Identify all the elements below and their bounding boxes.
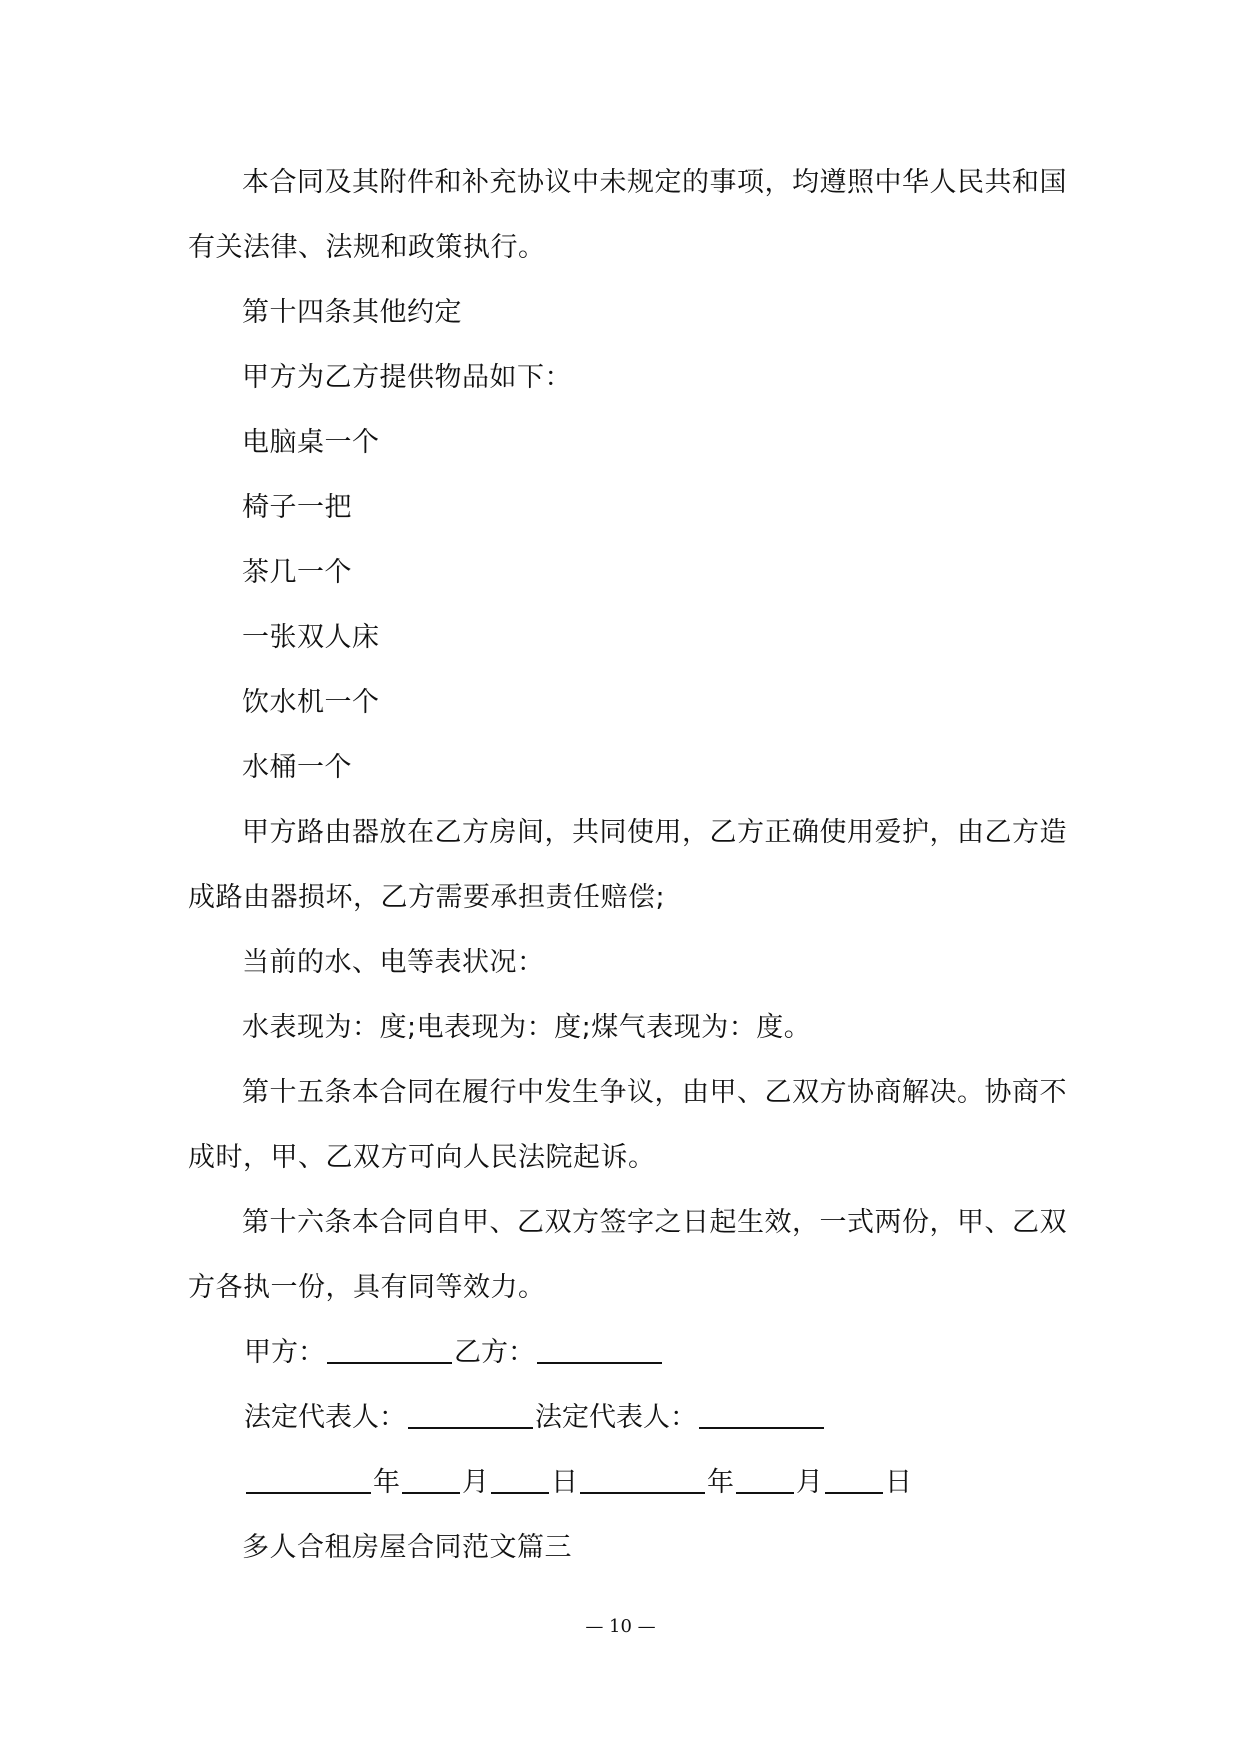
list-item-water-bucket: 水桶一个 xyxy=(242,752,352,783)
paragraph-meter-status: 当前的水、电等表状况： xyxy=(242,947,545,978)
party-b-blank xyxy=(537,1335,662,1364)
paragraph-legal-reference: 本合同及其附件和补充协议中未规定的事项，均遵照中华人民共和国有关法律、法规和政策执行。 xyxy=(188,167,1067,263)
date-a-day-blank xyxy=(491,1465,549,1494)
article-14-heading: 第十四条其他约定 xyxy=(242,297,462,328)
paragraph-items-intro: 甲方为乙方提供物品如下： xyxy=(242,362,572,393)
rep-a-label: 法定代表人： xyxy=(244,1402,406,1433)
signature-parties-line xyxy=(188,1320,1068,1385)
rep-b-label: 法定代表人： xyxy=(535,1402,697,1433)
party-b-label: 乙方： xyxy=(454,1337,535,1368)
date-b-year-blank xyxy=(580,1465,705,1494)
document-body xyxy=(188,150,1068,1580)
article-16-effect: 第十六条本合同自甲、乙双方签字之日起生效，一式两份，甲、乙双方各执一份，具有同等效力。 xyxy=(188,1207,1067,1303)
rep-a-blank xyxy=(408,1400,533,1429)
next-section-heading: 多人合租房屋合同范文篇三 xyxy=(242,1532,572,1563)
signature-representatives-line xyxy=(188,1385,1068,1450)
date-b-month-label: 月 xyxy=(796,1467,823,1498)
rep-b-blank xyxy=(699,1400,824,1429)
list-item-tea-table: 茶几一个 xyxy=(242,557,352,588)
date-a-month-label: 月 xyxy=(462,1467,489,1498)
date-b-year-label: 年 xyxy=(707,1467,734,1498)
date-b-day-blank xyxy=(825,1465,883,1494)
date-a-day-label: 日 xyxy=(551,1467,578,1498)
date-a-month-blank xyxy=(402,1465,460,1494)
paragraph-meter-readings: 水表现为：度;电表现为：度;煤气表现为：度。 xyxy=(242,1012,812,1043)
paragraph-router-clause: 甲方路由器放在乙方房间，共同使用，乙方正确使用爱护，由乙方造成路由器损坏，乙方需要承担责任赔偿; xyxy=(188,817,1067,913)
article-15-dispute: 第十五条本合同在履行中发生争议，由甲、乙双方协商解决。协商不成时，甲、乙双方可向人民法院起诉。 xyxy=(188,1077,1067,1173)
page-number: — 10 — xyxy=(585,1616,656,1637)
list-item-water-dispenser: 饮水机一个 xyxy=(242,687,380,718)
list-item-computer-desk: 电脑桌一个 xyxy=(242,427,380,458)
date-b-month-blank xyxy=(736,1465,794,1494)
date-a-year-label: 年 xyxy=(373,1467,400,1498)
party-a-blank xyxy=(327,1335,452,1364)
date-b-day-label: 日 xyxy=(885,1467,912,1498)
list-item-double-bed: 一张双人床 xyxy=(242,622,380,653)
party-a-label: 甲方： xyxy=(244,1337,325,1368)
signature-date-line xyxy=(188,1450,1068,1515)
list-item-chair: 椅子一把 xyxy=(242,492,352,523)
date-a-year-blank xyxy=(246,1465,371,1494)
